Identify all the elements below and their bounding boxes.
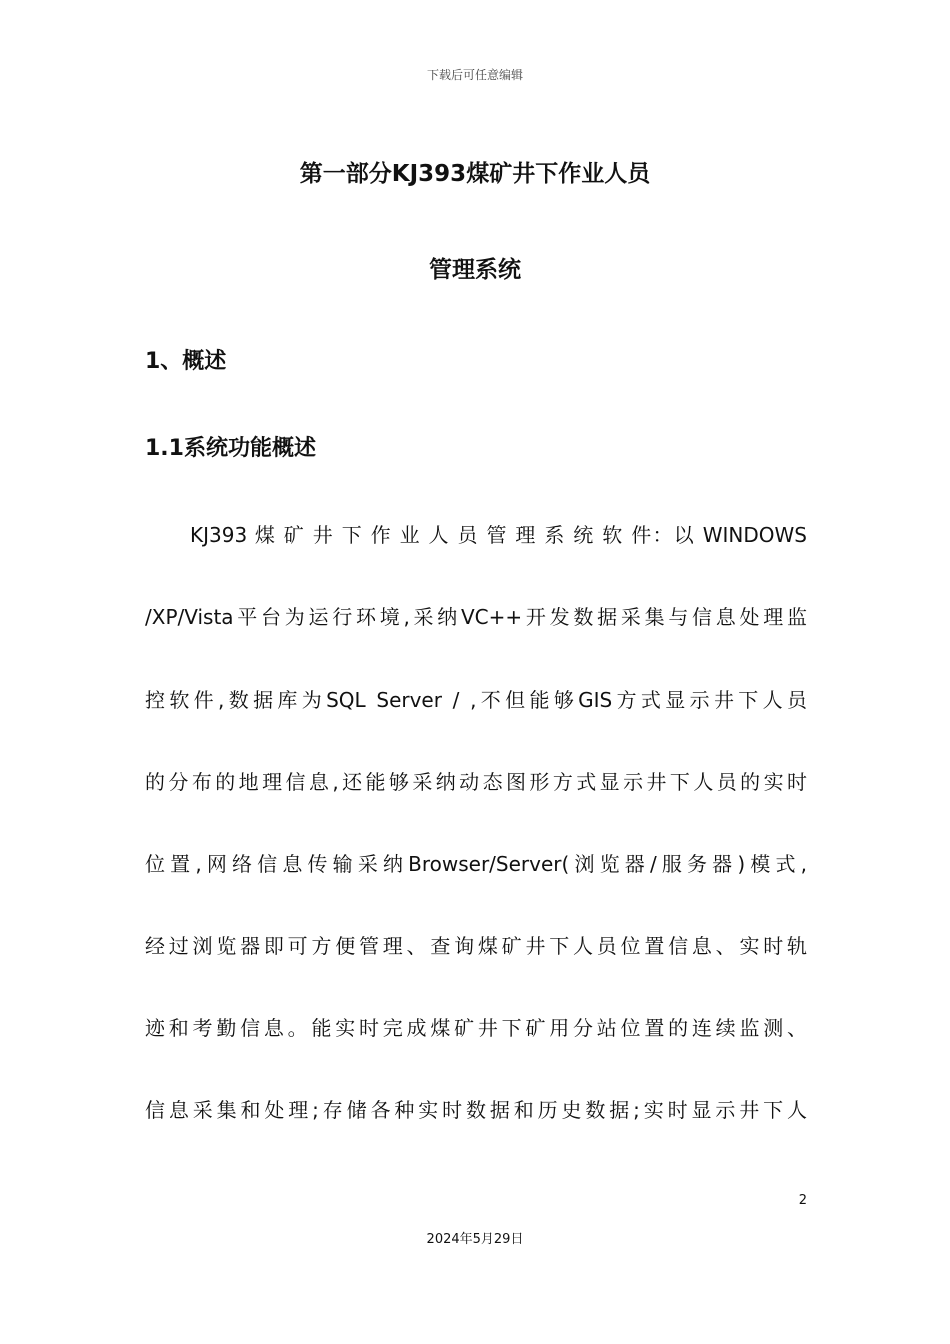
paragraph-line: KJ393 煤 矿 井 下 作 业 人 员 管 理 系 统 软 件：以 WINDOWS: [190, 523, 807, 547]
section-heading-overview: 1、概述: [145, 349, 227, 374]
paragraph-line: 迹和考勤信息。能实时完成煤矿井下矿用分站位置的连续监测、: [145, 1016, 807, 1040]
subsection-heading-function-overview: 1.1系统功能概述: [145, 436, 316, 461]
paragraph-line: /XP/Vista平台为运行环境,采纳VC++开发数据采集与信息处理监: [145, 605, 807, 629]
paragraph-line: 信息采集和处理;存储各种实时数据和历史数据;实时显示井下人: [145, 1098, 807, 1122]
header-note: 下载后可任意编辑: [426, 68, 523, 82]
page-number: 2: [798, 1193, 807, 1208]
paragraph-line: 控软件,数据库为SQL Server / ,不但能够GIS方式显示井下人员: [145, 688, 807, 712]
footer-date: 2024年5月29日: [426, 1232, 524, 1247]
document-title-line-1: 第一部分KJ393煤矿井下作业人员: [299, 161, 651, 187]
paragraph-line: 经过浏览器即可方便管理、查询煤矿井下人员位置信息、实时轨: [145, 934, 807, 958]
paragraph-line: 位置,网络信息传输采纳Browser/Server(浏览器/服务器)模式,: [145, 852, 807, 876]
document-title-line-2: 管理系统: [429, 257, 521, 283]
paragraph-line: 的分布的地理信息,还能够采纳动态图形方式显示井下人员的实时: [145, 770, 807, 794]
